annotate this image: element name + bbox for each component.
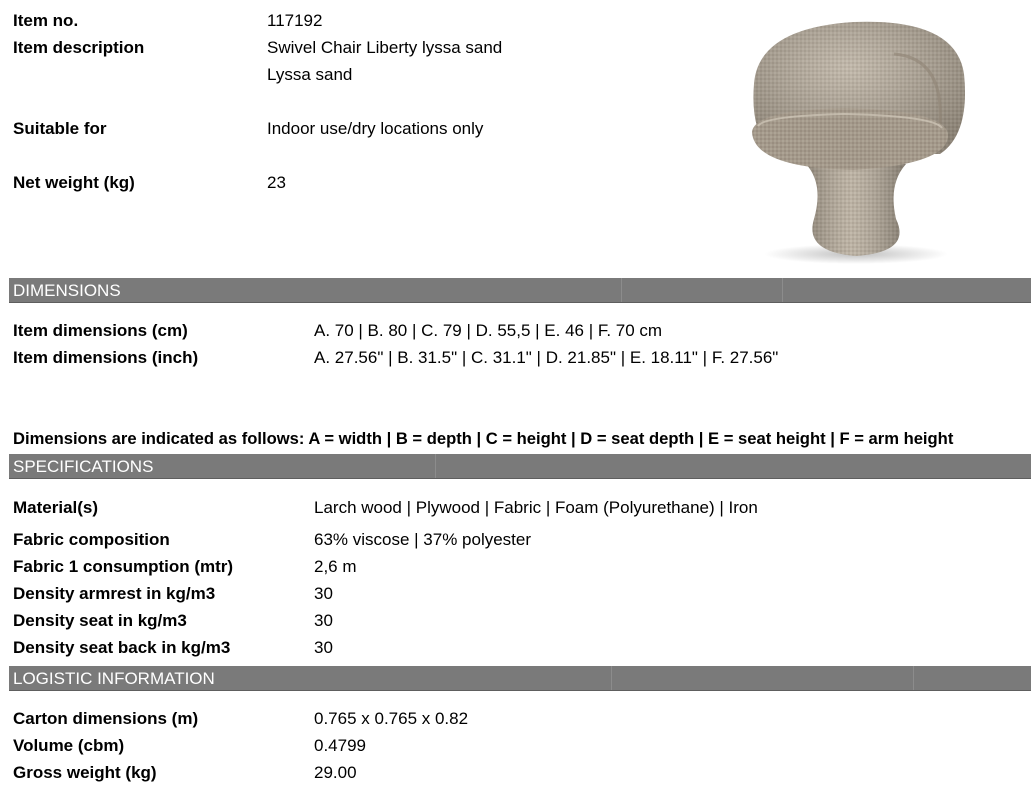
logistic-row-label: Volume (cbm): [13, 736, 125, 755]
cell-divider: [621, 278, 622, 302]
dimensions-row-label: Item dimensions (inch): [13, 348, 199, 367]
logistic-row-value: 29.00: [314, 763, 357, 782]
cell-divider: [611, 666, 612, 690]
specifications-row-label: Fabric 1 consumption (mtr): [13, 557, 234, 576]
logistic-row-label: Carton dimensions (m): [13, 709, 199, 728]
net-weight-value: 23: [267, 173, 286, 192]
suitable-for-value: Indoor use/dry locations only: [267, 119, 484, 138]
section-header-logistic: [9, 666, 1031, 691]
specifications-row-value: 30: [314, 638, 333, 657]
section-header-specifications: [9, 454, 1031, 479]
cell-divider: [913, 666, 914, 690]
specifications-row-label: Density armrest in kg/m3: [13, 584, 216, 603]
item-description-line-1: Swivel Chair Liberty lyssa sand: [267, 38, 503, 57]
cell-divider: [435, 454, 436, 478]
cell-divider: [782, 278, 783, 302]
section-title: LOGISTIC INFORMATION: [13, 669, 215, 688]
net-weight-label: Net weight (kg): [13, 173, 135, 192]
suitable-for-label: Suitable for: [13, 119, 107, 138]
dimensions-row-value: A. 27.56" | B. 31.5" | C. 31.1" | D. 21.85" | E. 18.11" | F. 27.56": [314, 348, 779, 367]
item-no-label: Item no.: [13, 11, 79, 30]
section-title: DIMENSIONS: [13, 281, 121, 300]
dimensions-legend-note: Dimensions are indicated as follows: A = width | B = depth | C = height | D = seat depth | E = seat height | F = arm height: [13, 429, 954, 448]
specifications-row-label: Material(s): [13, 498, 99, 517]
logistic-row-label: Gross weight (kg): [13, 763, 157, 782]
dimensions-row-label: Item dimensions (cm): [13, 321, 188, 340]
item-no-value: 117192: [267, 11, 323, 30]
item-description-label: Item description: [13, 38, 145, 57]
section-title: SPECIFICATIONS: [13, 457, 154, 476]
product-image: [744, 14, 974, 266]
dimensions-row-value: A. 70 | B. 80 | C. 79 | D. 55,5 | E. 46 | F. 70 cm: [314, 321, 663, 340]
specifications-row-value: 30: [314, 611, 333, 630]
specifications-row-value: 63% viscose | 37% polyester: [314, 530, 532, 549]
section-header-dimensions: [9, 278, 1031, 303]
logistic-row-value: 0.4799: [314, 736, 366, 755]
specifications-row-value: Larch wood | Plywood | Fabric | Foam (Polyurethane) | Iron: [314, 498, 758, 517]
specifications-row-label: Fabric composition: [13, 530, 170, 549]
specifications-row-label: Density seat in kg/m3: [13, 611, 187, 630]
specifications-row-label: Density seat back in kg/m3: [13, 638, 231, 657]
specifications-row-value: 30: [314, 584, 333, 603]
logistic-row-value: 0.765 x 0.765 x 0.82: [314, 709, 469, 728]
item-description-line-2: Lyssa sand: [267, 65, 353, 84]
specifications-row-value: 2,6 m: [314, 557, 357, 576]
